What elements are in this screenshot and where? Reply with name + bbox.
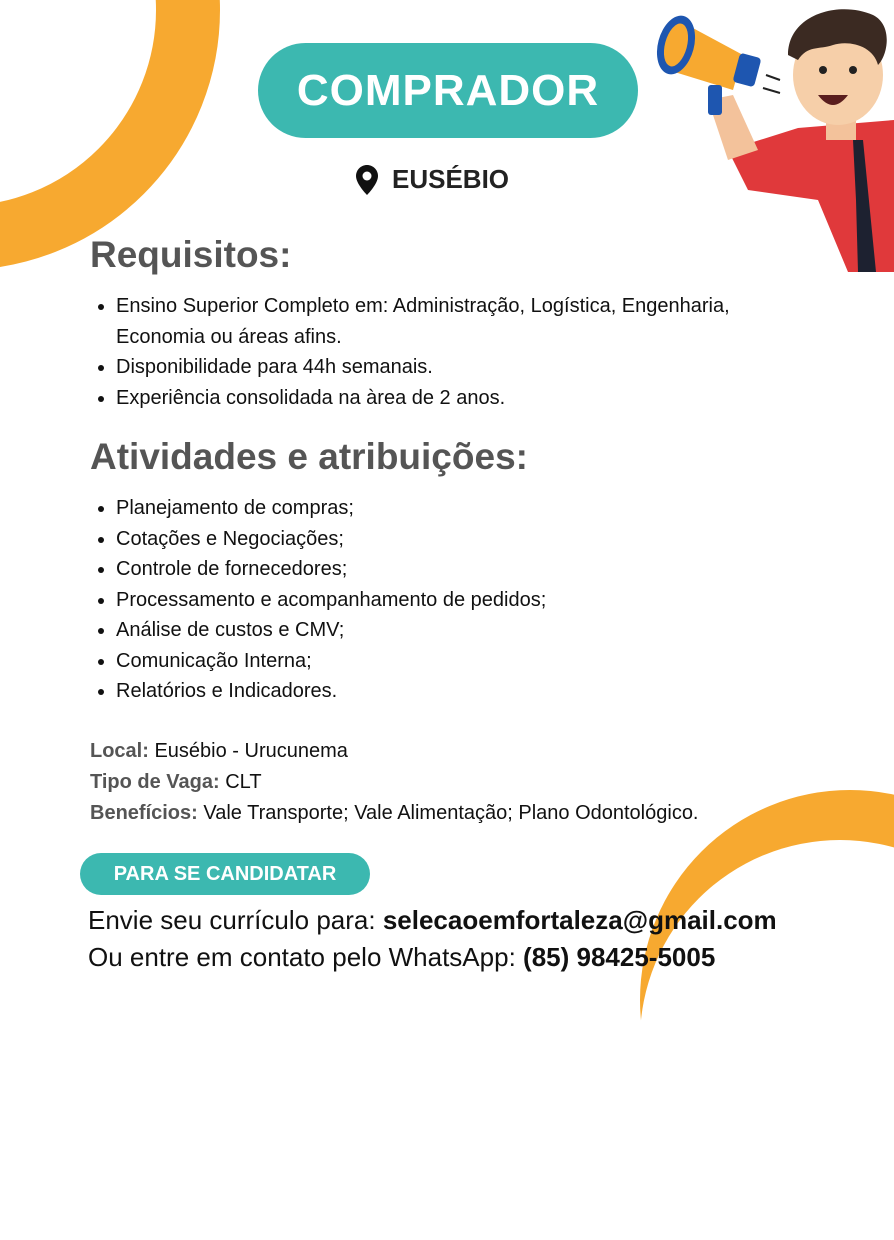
benefits-value: Vale Transporte; Vale Alimentação; Plano Odontológico.	[203, 802, 699, 824]
list-item: Cotações e Negociações;	[92, 524, 546, 555]
location-pin-icon	[356, 165, 378, 195]
list-item: Controle de fornecedores;	[92, 554, 546, 585]
megaphone-icon	[648, 0, 894, 272]
list-item: Processamento e acompanhamento de pedidos;	[92, 585, 546, 616]
job-details	[90, 736, 699, 829]
orange-arc-top-left	[0, 0, 220, 270]
requirements-heading: Requisitos:	[90, 234, 292, 275]
whatsapp-line	[88, 942, 715, 973]
type-line	[90, 767, 699, 798]
local-label: Local:	[90, 740, 149, 762]
location-line	[356, 164, 509, 195]
list-item: Planejamento de compras;	[92, 493, 546, 524]
local-value: Eusébio - Urucunema	[154, 740, 348, 762]
benefits-line	[90, 798, 699, 829]
whatsapp-number[interactable]: (85) 98425-5005	[523, 942, 716, 972]
list-item: Disponibilidade para 44h semanais.	[92, 352, 730, 383]
local-line	[90, 736, 699, 767]
list-item-continuation: Economia ou áreas afins.	[116, 325, 342, 348]
email-prefix: Envie seu currículo para:	[88, 905, 376, 935]
type-label: Tipo de Vaga:	[90, 771, 220, 793]
activities-heading: Atividades e atribuições:	[90, 436, 528, 477]
list-item: Experiência consolidada na àrea de 2 anos.	[92, 383, 730, 414]
benefits-label: Benefícios:	[90, 802, 198, 824]
list-item: Comunicação Interna;	[92, 646, 546, 677]
job-title: COMPRADOR	[296, 65, 600, 115]
job-title-badge	[258, 43, 638, 138]
email-address[interactable]: selecaoemfortaleza@gmail.com	[382, 905, 777, 935]
apply-label: PARA SE CANDIDATAR	[113, 862, 337, 885]
location-text: EUSÉBIO	[392, 164, 510, 194]
activities-list	[92, 493, 546, 707]
list-item: Ensino Superior Completo em: Administração, Logística, Engenharia,	[92, 291, 730, 322]
whatsapp-prefix: Ou entre em contato pelo WhatsApp:	[88, 942, 516, 972]
list-item: Relatórios e Indicadores.	[92, 676, 546, 707]
type-value: CLT	[225, 771, 262, 793]
apply-badge	[80, 853, 370, 895]
requirements-list	[92, 291, 730, 413]
list-item: Análise de custos e CMV;	[92, 615, 546, 646]
email-line	[88, 905, 777, 936]
